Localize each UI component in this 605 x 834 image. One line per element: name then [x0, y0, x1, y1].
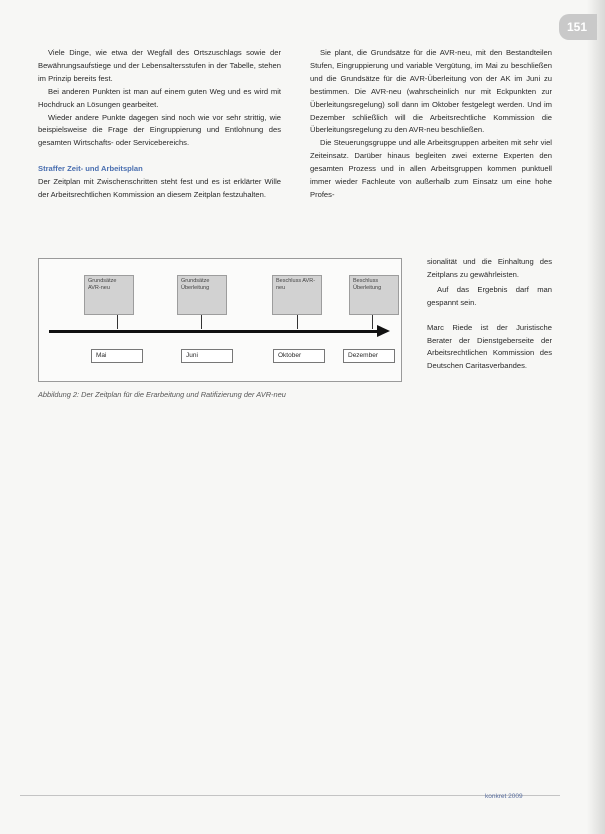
page-edge [587, 0, 605, 834]
timeline-axis [49, 330, 379, 333]
figure-caption: Abbildung 2: Der Zeitplan für die Erarbeitung und Ratifizierung der AVR-neu [38, 390, 286, 399]
milestone-box: Beschluss AVR-neu [272, 275, 322, 315]
timeline-tick [297, 315, 298, 329]
footer-divider [20, 795, 560, 796]
paragraph: Der Zeitplan mit Zwischenschritten steht fest und es ist erklärter Wille der Arbeitsrechtlichen Kommission an diesem Zeitplan festzuhalten. [38, 177, 281, 200]
month-label: Dezember [343, 349, 395, 363]
left-text-column [38, 47, 281, 202]
timeline-figure [38, 258, 402, 382]
milestone-box: Beschluss Überleitung [349, 275, 399, 315]
footer-text: konkret 2009 [485, 793, 523, 800]
page-number-badge [559, 14, 597, 40]
paragraph: Viele Dinge, wie etwa der Wegfall des Ortszuschlags sowie der Bewährungsaufstiege und der Lebensaltersstufen in der Tabelle, stehen im Prinzip bereits fest. [38, 48, 281, 83]
month-label: Juni [181, 349, 233, 363]
right-text-column [310, 47, 552, 202]
timeline-arrow-icon [377, 325, 390, 337]
paragraph: Sie plant, die Grundsätze für die AVR-neu, mit den Bestandteilen Stufen, Eingruppierung und variable Vergütung, im Mai zu beschließen und die Grundsätze für die AVR-Überleitung von der AK im Juni zu bestimmen. Die AVR-neu (wahrscheinlich nur mit Eckpunkten zur Überleitungsregelung) soll dann im Oktober festgelegt werden. Und im Dezember schließlich will die Arbeitsrechtliche Kommission die Überleitungsregelung zu den AVR-neu beschließen. [310, 48, 552, 135]
author-column [427, 256, 552, 373]
paragraph: Wieder andere Punkte dagegen sind noch wie vor sehr strittig, wie beispielsweise die Frage der Eingruppierung und Entlohnung des gesamten Wirtschafts- oder Servicebereichs. [38, 112, 281, 148]
month-label: Oktober [273, 349, 325, 363]
timeline-tick [372, 315, 373, 329]
author-bio: Marc Riede ist der Juristische Berater der Dienstgeberseite der Arbeitsrechtlichen Kommission des Deutschen Caritasverbandes. [427, 322, 552, 371]
milestone-box: Grundsätze AVR-neu [84, 275, 134, 315]
milestone-box: Grundsätze Überleitung [177, 275, 227, 315]
paragraph: Die Steuerungsgruppe und alle Arbeitsgruppen arbeiten mit sehr viel Zeiteinsatz. Darüber hinaus begleiten zwei externe Experten den gesamten Prozess und in allen Arbeitsgruppen kommen punktuell immer wieder Fachleute von außerhalb zum Einsatz um eine hohe Profes- [310, 138, 552, 199]
paragraph: Bei anderen Punkten ist man auf einem guten Weg und es wird mit Hochdruck an Lösungen gearbeitet. [38, 86, 281, 109]
page-number: 151 [567, 20, 588, 34]
paragraph: Auf das Ergebnis darf man gespannt sein. [427, 284, 552, 307]
timeline-tick [201, 315, 202, 329]
section-heading: Straffer Zeit- und Arbeitsplan [38, 164, 143, 174]
timeline-tick [117, 315, 118, 329]
paragraph: sionalität und die Einhaltung des Zeitplans zu gewährleisten. [427, 257, 552, 279]
month-label: Mai [91, 349, 143, 363]
